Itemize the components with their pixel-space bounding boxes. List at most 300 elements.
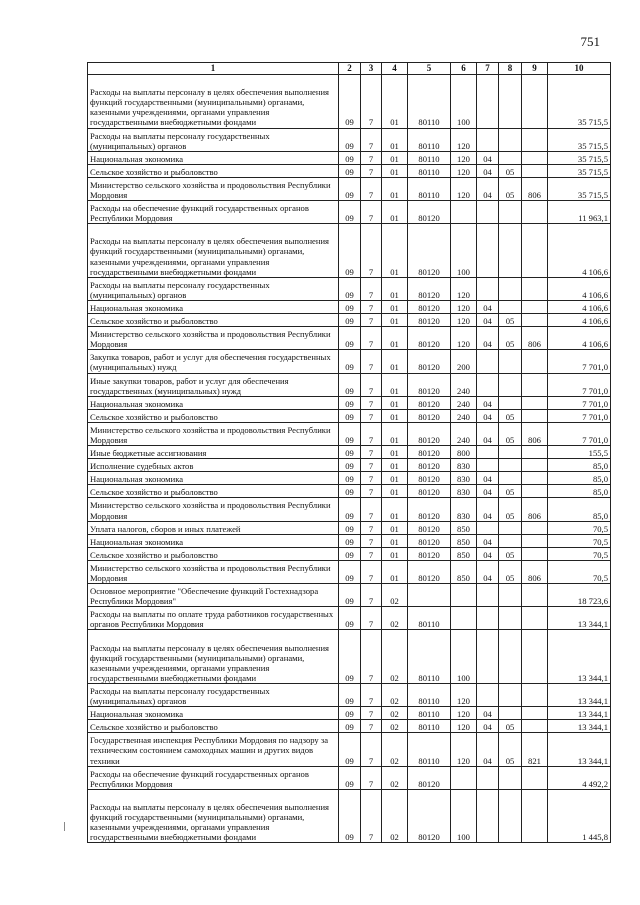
cell-expense-type: 830	[451, 459, 477, 472]
cell-section: 09	[339, 327, 361, 350]
cell-direction: 80120	[408, 300, 451, 313]
cell-subprogram: 02	[382, 630, 408, 684]
cell-section: 09	[339, 521, 361, 534]
cell-expense-type: 850	[451, 560, 477, 583]
cell-subprogram: 01	[382, 521, 408, 534]
cell-name: Сельское хозяйство и рыболовство	[88, 314, 339, 327]
cell-direction: 80120	[408, 224, 451, 278]
cell-ministry: 806	[522, 560, 548, 583]
cell-direction: 80120	[408, 498, 451, 521]
cell-subprogram: 01	[382, 164, 408, 177]
cell-section: 09	[339, 177, 361, 200]
cell-ministry: 806	[522, 422, 548, 445]
cell-subprogram: 01	[382, 224, 408, 278]
cell-ministry	[522, 128, 548, 151]
cell-amount: 13 344,1	[548, 733, 611, 766]
table-row	[88, 409, 611, 422]
cell-program: 7	[361, 422, 382, 445]
cell-direction: 80110	[408, 164, 451, 177]
cell-section: 09	[339, 409, 361, 422]
cell-podrazdel	[499, 224, 522, 278]
cell-podrazdel: 05	[499, 314, 522, 327]
cell-direction: 80110	[408, 630, 451, 684]
cell-subprogram: 02	[382, 584, 408, 607]
cell-section: 09	[339, 300, 361, 313]
cell-podrazdel	[499, 396, 522, 409]
cell-section: 09	[339, 75, 361, 129]
cell-program: 7	[361, 164, 382, 177]
cell-amount: 70,5	[548, 547, 611, 560]
cell-amount: 4 106,6	[548, 224, 611, 278]
cell-ministry	[522, 766, 548, 789]
cell-razdel	[477, 521, 499, 534]
cell-ministry	[522, 350, 548, 373]
cell-ministry	[522, 75, 548, 129]
cell-podrazdel	[499, 350, 522, 373]
cell-direction: 80110	[408, 733, 451, 766]
cell-razdel: 04	[477, 547, 499, 560]
cell-podrazdel	[499, 472, 522, 485]
cell-expense-type: 120	[451, 707, 477, 720]
cell-section: 09	[339, 277, 361, 300]
cell-amount: 7 701,0	[548, 350, 611, 373]
cell-program: 7	[361, 733, 382, 766]
cell-expense-type: 800	[451, 446, 477, 459]
cell-razdel: 04	[477, 733, 499, 766]
cell-ministry	[522, 607, 548, 630]
cell-ministry: 821	[522, 733, 548, 766]
cell-direction: 80120	[408, 766, 451, 789]
cell-subprogram: 01	[382, 534, 408, 547]
cell-direction: 80120	[408, 534, 451, 547]
cell-expense-type: 830	[451, 485, 477, 498]
cell-section: 09	[339, 789, 361, 843]
cell-subprogram: 01	[382, 277, 408, 300]
cell-amount: 7 701,0	[548, 373, 611, 396]
cell-razdel: 04	[477, 396, 499, 409]
table-row	[88, 547, 611, 560]
cell-expense-type: 240	[451, 373, 477, 396]
cell-ministry	[522, 485, 548, 498]
cell-section: 09	[339, 547, 361, 560]
cell-direction: 80110	[408, 151, 451, 164]
cell-podrazdel	[499, 373, 522, 396]
cell-name: Сельское хозяйство и рыболовство	[88, 485, 339, 498]
cell-subprogram: 02	[382, 707, 408, 720]
cell-direction: 80120	[408, 422, 451, 445]
cell-amount: 7 701,0	[548, 396, 611, 409]
cell-program: 7	[361, 534, 382, 547]
table-row	[88, 683, 611, 706]
table-row	[88, 446, 611, 459]
table-row	[88, 498, 611, 521]
budget-table	[87, 62, 611, 843]
cell-subprogram: 01	[382, 498, 408, 521]
cell-ministry: 806	[522, 177, 548, 200]
cell-direction: 80110	[408, 707, 451, 720]
cell-amount: 70,5	[548, 521, 611, 534]
cell-program: 7	[361, 201, 382, 224]
cell-ministry	[522, 521, 548, 534]
cell-amount: 70,5	[548, 560, 611, 583]
table-row	[88, 151, 611, 164]
cell-name: Национальная экономика	[88, 707, 339, 720]
cell-name: Исполнение судебных актов	[88, 459, 339, 472]
table-row	[88, 584, 611, 607]
table-row	[88, 607, 611, 630]
cell-direction: 80120	[408, 409, 451, 422]
cell-name: Сельское хозяйство и рыболовство	[88, 164, 339, 177]
cell-name: Расходы на выплаты по оплате труда работников государственных органов Республики Мордовия	[88, 607, 339, 630]
cell-name: Национальная экономика	[88, 534, 339, 547]
cell-name: Сельское хозяйство и рыболовство	[88, 409, 339, 422]
cell-ministry	[522, 396, 548, 409]
cell-direction: 80120	[408, 277, 451, 300]
cell-podrazdel	[499, 277, 522, 300]
cell-razdel	[477, 446, 499, 459]
cell-direction: 80120	[408, 521, 451, 534]
table-row	[88, 521, 611, 534]
cell-subprogram: 01	[382, 75, 408, 129]
cell-podrazdel	[499, 766, 522, 789]
cell-ministry	[522, 547, 548, 560]
cell-podrazdel	[499, 789, 522, 843]
cell-subprogram: 01	[382, 350, 408, 373]
cell-razdel: 04	[477, 707, 499, 720]
table-row	[88, 472, 611, 485]
cell-amount: 13 344,1	[548, 607, 611, 630]
table-row	[88, 224, 611, 278]
cell-subprogram: 02	[382, 766, 408, 789]
cell-section: 09	[339, 314, 361, 327]
cell-name: Расходы на выплаты персоналу в целях обеспечения выполнения функций государственными (муниципальными) органами, казенными учреждениями, органами управления государственными внебюджетными фондами	[88, 630, 339, 684]
cell-razdel	[477, 350, 499, 373]
cell-program: 7	[361, 584, 382, 607]
cell-name: Иные бюджетные ассигнования	[88, 446, 339, 459]
cell-section: 09	[339, 630, 361, 684]
cell-podrazdel	[499, 584, 522, 607]
cell-name: Расходы на выплаты персоналу в целях обеспечения выполнения функций государственными (муниципальными) органами, казенными учреждениями, органами управления государственными внебюджетными фондами	[88, 224, 339, 278]
table-row	[88, 789, 611, 843]
table-row	[88, 350, 611, 373]
cell-amount: 35 715,5	[548, 128, 611, 151]
cell-name: Расходы на обеспечение функций государственных органов Республики Мордовия	[88, 201, 339, 224]
cell-section: 09	[339, 201, 361, 224]
cell-name: Национальная экономика	[88, 472, 339, 485]
column-header-7: 7	[477, 63, 499, 75]
cell-expense-type: 120	[451, 151, 477, 164]
cell-razdel: 04	[477, 409, 499, 422]
cell-podrazdel: 05	[499, 485, 522, 498]
cell-ministry	[522, 164, 548, 177]
table-row	[88, 177, 611, 200]
table-row	[88, 396, 611, 409]
table-row	[88, 314, 611, 327]
cell-direction: 80120	[408, 485, 451, 498]
cell-program: 7	[361, 396, 382, 409]
cell-amount: 13 344,1	[548, 683, 611, 706]
cell-ministry	[522, 534, 548, 547]
cell-razdel	[477, 75, 499, 129]
cell-ministry	[522, 472, 548, 485]
cell-expense-type: 120	[451, 327, 477, 350]
cell-section: 09	[339, 534, 361, 547]
cell-program: 7	[361, 498, 382, 521]
cell-razdel	[477, 789, 499, 843]
cell-subprogram: 01	[382, 128, 408, 151]
cell-name: Государственная инспекция Республики Мордовия по надзору за техническим состоянием самоходных машин и других видов техники	[88, 733, 339, 766]
table-row	[88, 277, 611, 300]
table-row	[88, 766, 611, 789]
table-row	[88, 707, 611, 720]
cell-name: Уплата налогов, сборов и иных платежей	[88, 521, 339, 534]
cell-podrazdel: 05	[499, 164, 522, 177]
cell-program: 7	[361, 485, 382, 498]
cell-subprogram: 01	[382, 314, 408, 327]
cell-name: Министерство сельского хозяйства и продовольствия Республики Мордовия	[88, 327, 339, 350]
cell-razdel: 04	[477, 422, 499, 445]
cell-razdel	[477, 128, 499, 151]
cell-razdel: 04	[477, 327, 499, 350]
cell-section: 09	[339, 485, 361, 498]
cell-podrazdel	[499, 128, 522, 151]
column-header-9: 9	[522, 63, 548, 75]
cell-name: Министерство сельского хозяйства и продовольствия Республики Мордовия	[88, 498, 339, 521]
cell-subprogram: 01	[382, 373, 408, 396]
column-header-3: 3	[361, 63, 382, 75]
cell-section: 09	[339, 164, 361, 177]
cell-amount: 85,0	[548, 498, 611, 521]
cell-amount: 13 344,1	[548, 720, 611, 733]
cell-program: 7	[361, 177, 382, 200]
cell-expense-type: 120	[451, 720, 477, 733]
cell-amount: 13 344,1	[548, 707, 611, 720]
cell-direction: 80110	[408, 607, 451, 630]
cell-expense-type	[451, 584, 477, 607]
table-row	[88, 128, 611, 151]
cell-name: Расходы на выплаты персоналу в целях обеспечения выполнения функций государственными (муниципальными) органами, казенными учреждениями, органами управления государственными внебюджетными фондами	[88, 75, 339, 129]
cell-program: 7	[361, 151, 382, 164]
cell-section: 09	[339, 396, 361, 409]
cell-section: 09	[339, 446, 361, 459]
cell-subprogram: 02	[382, 607, 408, 630]
cell-subprogram: 01	[382, 201, 408, 224]
cell-program: 7	[361, 314, 382, 327]
cell-program: 7	[361, 327, 382, 350]
cell-direction: 80120	[408, 472, 451, 485]
cell-podrazdel	[499, 534, 522, 547]
cell-podrazdel	[499, 201, 522, 224]
cell-name: Основное мероприятие "Обеспечение функций Гостехнадзора Республики Мордовия"	[88, 584, 339, 607]
cell-amount: 35 715,5	[548, 75, 611, 129]
cell-ministry	[522, 683, 548, 706]
cell-expense-type: 100	[451, 75, 477, 129]
column-header-6: 6	[451, 63, 477, 75]
cell-amount: 4 106,6	[548, 277, 611, 300]
table-row	[88, 733, 611, 766]
cell-razdel	[477, 607, 499, 630]
cell-program: 7	[361, 630, 382, 684]
cell-amount: 155,5	[548, 446, 611, 459]
cell-amount: 11 963,1	[548, 201, 611, 224]
cell-amount: 85,0	[548, 472, 611, 485]
cell-subprogram: 01	[382, 547, 408, 560]
cell-section: 09	[339, 733, 361, 766]
cell-razdel: 04	[477, 151, 499, 164]
cell-program: 7	[361, 350, 382, 373]
cell-section: 09	[339, 707, 361, 720]
cell-amount: 35 715,5	[548, 151, 611, 164]
table-row	[88, 560, 611, 583]
cell-razdel: 04	[477, 314, 499, 327]
cell-ministry	[522, 201, 548, 224]
cell-program: 7	[361, 224, 382, 278]
cell-program: 7	[361, 683, 382, 706]
cell-subprogram: 01	[382, 446, 408, 459]
cell-name: Министерство сельского хозяйства и продовольствия Республики Мордовия	[88, 422, 339, 445]
cell-direction	[408, 584, 451, 607]
cell-section: 09	[339, 128, 361, 151]
cell-section: 09	[339, 720, 361, 733]
cell-amount: 85,0	[548, 459, 611, 472]
cell-razdel	[477, 277, 499, 300]
table-row	[88, 720, 611, 733]
cell-name: Национальная экономика	[88, 300, 339, 313]
cell-direction: 80120	[408, 547, 451, 560]
cell-expense-type: 830	[451, 472, 477, 485]
cell-amount: 70,5	[548, 534, 611, 547]
cell-subprogram: 02	[382, 733, 408, 766]
cell-razdel	[477, 373, 499, 396]
cell-podrazdel	[499, 300, 522, 313]
cell-name: Расходы на выплаты персоналу государственных (муниципальных) органов	[88, 128, 339, 151]
cell-program: 7	[361, 300, 382, 313]
cell-subprogram: 01	[382, 327, 408, 350]
cell-name: Национальная экономика	[88, 151, 339, 164]
cell-amount: 4 492,2	[548, 766, 611, 789]
cell-ministry	[522, 277, 548, 300]
cell-subprogram: 01	[382, 472, 408, 485]
cell-razdel	[477, 459, 499, 472]
cell-section: 09	[339, 607, 361, 630]
table-row	[88, 534, 611, 547]
table-row	[88, 630, 611, 684]
cell-section: 09	[339, 151, 361, 164]
cell-program: 7	[361, 766, 382, 789]
cell-podrazdel: 05	[499, 327, 522, 350]
cell-program: 7	[361, 707, 382, 720]
cell-direction: 80120	[408, 446, 451, 459]
cell-expense-type: 200	[451, 350, 477, 373]
cell-expense-type: 120	[451, 300, 477, 313]
cell-direction: 80120	[408, 396, 451, 409]
cell-razdel: 04	[477, 720, 499, 733]
cell-direction: 80120	[408, 459, 451, 472]
cell-program: 7	[361, 560, 382, 583]
cell-razdel	[477, 630, 499, 684]
cell-razdel	[477, 201, 499, 224]
cell-expense-type: 100	[451, 224, 477, 278]
cell-expense-type: 100	[451, 789, 477, 843]
cell-razdel	[477, 683, 499, 706]
cell-section: 09	[339, 224, 361, 278]
cell-expense-type: 240	[451, 396, 477, 409]
table-row	[88, 201, 611, 224]
cell-ministry	[522, 151, 548, 164]
table-row	[88, 300, 611, 313]
cell-ministry	[522, 314, 548, 327]
cell-razdel: 04	[477, 534, 499, 547]
cell-direction: 80110	[408, 128, 451, 151]
cell-subprogram: 01	[382, 151, 408, 164]
table-header-row	[88, 63, 611, 75]
cell-podrazdel	[499, 459, 522, 472]
cell-subprogram: 01	[382, 422, 408, 445]
cell-program: 7	[361, 459, 382, 472]
cell-section: 09	[339, 422, 361, 445]
cell-podrazdel: 05	[499, 720, 522, 733]
cell-podrazdel	[499, 151, 522, 164]
cell-podrazdel	[499, 630, 522, 684]
cell-amount: 4 106,6	[548, 327, 611, 350]
cell-razdel: 04	[477, 498, 499, 521]
page-number: 751	[580, 34, 600, 49]
cell-name: Иные закупки товаров, работ и услуг для обеспечения государственных (муниципальных) нужд	[88, 373, 339, 396]
cell-podrazdel	[499, 683, 522, 706]
cell-program: 7	[361, 720, 382, 733]
cell-subprogram: 02	[382, 720, 408, 733]
cell-ministry	[522, 630, 548, 684]
cell-direction: 80110	[408, 683, 451, 706]
cell-razdel: 04	[477, 485, 499, 498]
cell-amount: 7 701,0	[548, 409, 611, 422]
cell-section: 09	[339, 350, 361, 373]
cell-program: 7	[361, 128, 382, 151]
cell-ministry	[522, 720, 548, 733]
cell-expense-type: 120	[451, 314, 477, 327]
cell-razdel: 04	[477, 164, 499, 177]
cell-name: Сельское хозяйство и рыболовство	[88, 547, 339, 560]
cell-section: 09	[339, 373, 361, 396]
column-header-4: 4	[382, 63, 408, 75]
cell-ministry: 806	[522, 327, 548, 350]
column-header-5: 5	[408, 63, 451, 75]
cell-direction: 80120	[408, 373, 451, 396]
cell-expense-type: 850	[451, 534, 477, 547]
cell-ministry	[522, 707, 548, 720]
cell-expense-type	[451, 766, 477, 789]
cell-program: 7	[361, 75, 382, 129]
cell-program: 7	[361, 373, 382, 396]
cell-podrazdel	[499, 707, 522, 720]
table-row	[88, 327, 611, 350]
cell-ministry	[522, 789, 548, 843]
cell-podrazdel: 05	[499, 547, 522, 560]
cell-podrazdel: 05	[499, 498, 522, 521]
cell-amount: 35 715,5	[548, 177, 611, 200]
cell-razdel	[477, 766, 499, 789]
cell-subprogram: 02	[382, 683, 408, 706]
cell-ministry	[522, 409, 548, 422]
cell-podrazdel: 05	[499, 560, 522, 583]
cell-expense-type: 120	[451, 733, 477, 766]
cell-razdel: 04	[477, 300, 499, 313]
column-header-8: 8	[499, 63, 522, 75]
cell-name: Министерство сельского хозяйства и продовольствия Республики Мордовия	[88, 177, 339, 200]
table-row	[88, 75, 611, 129]
cell-ministry	[522, 373, 548, 396]
cell-amount: 13 344,1	[548, 630, 611, 684]
